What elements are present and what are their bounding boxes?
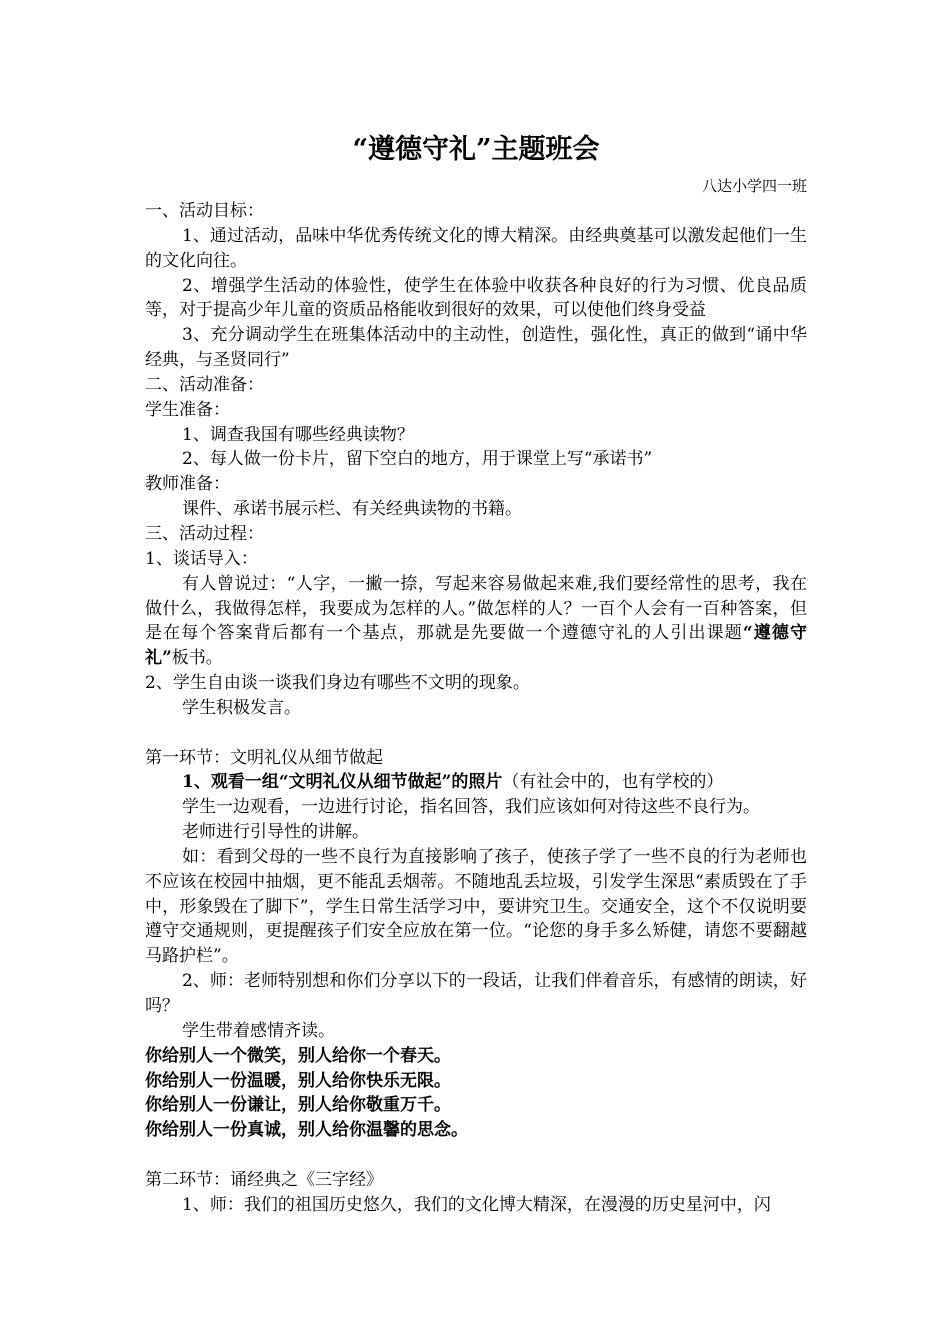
student-prep-label: 学生准备： [145, 399, 230, 420]
section-1-paragraph-3: 如：看到父母的一些不良行为直接影响了孩子，使孩子学了一些不良的行为老师也不应该在校园中抽烟，更不能乱丢烟蒂。不随地乱丢垃圾，引发学生深思“素质毁在了手中，形象毁在了脚下”，学生日常生活学习中，要讲究卫生。交通安全，这个不仅说明要遵守交通规则，更提醒孩子们安全应放在第一位。“论您的身手多么矫健，请您不要翻越马路护栏”。 [145, 846, 807, 967]
section-1-item-1-note: （有社会中的，也有学校的） [502, 772, 724, 793]
section-1-item-2: 2、师：老师特别想和你们分享以下的一段话，让我们伴着音乐，有感情的朗读，好吗？ [145, 971, 807, 1016]
section-2-heading: 第二环节：诵经典之《三字经》 [145, 1169, 383, 1190]
intro-heading: 1、谈话导入： [145, 548, 258, 569]
verse-line-1: 你给别人一个微笑，别人给你一个春天。 [145, 1045, 451, 1066]
goals-heading: 一、活动目标： [145, 201, 264, 221]
teacher-prep-label: 教师准备： [145, 474, 230, 495]
student-prep-item-1: 1、调查我国有哪些经典读物？ [182, 424, 414, 445]
section-1-paragraph-2: 老师进行引导性的讲解。 [182, 822, 369, 843]
lesson-topic: “遵德守礼” [145, 623, 808, 669]
document-title: “遵德守礼”主题班会 [352, 134, 600, 165]
goal-item-2: 2、增强学生活动的体验性，使学生在体验中收获各种良好的行为习惯、优良品质等，对于提高少年儿童的资质品格能收到很好的效果，可以使他们终身受益 [145, 275, 807, 321]
section-1-paragraph-1: 学生一边观看，一边进行讨论，指名回答，我们应该如何对待这些不良行为。 [182, 797, 760, 818]
section-1-heading: 第一环节：文明礼仪从细节做起 [145, 747, 383, 768]
document-body [145, 199, 807, 1218]
discussion-response: 学生积极发言。 [182, 697, 301, 718]
process-heading: 三、活动过程： [145, 523, 264, 544]
verse-line-3: 你给别人一份谦让，别人给你敬重万千。 [145, 1095, 451, 1116]
section-1-item-1 [145, 770, 807, 795]
intro-text: 有人曾说过：“人字，一撇一捺，写起来容易做起来难,我们要经常性的思考，我在做什么，我做得怎样，我要成为怎样的人。”做怎样的人？一百个人会有一百种答案，但是在每个答案背后都有一个基点，那就是先要做一个遵德守礼的人引出课题 [145, 573, 807, 644]
intro-paragraph [145, 572, 807, 671]
school-class-label: 八达小学四一班 [701, 177, 807, 195]
section-1-reading: 学生带着感情齐读。 [182, 1020, 335, 1041]
intro-text-end: 板书。 [171, 648, 223, 669]
student-prep-item-2: 2、每人做一份卡片，留下空白的地方，用于课堂上写“承诺书” [182, 449, 653, 470]
prep-heading: 二、活动准备： [145, 374, 264, 395]
blank-line [145, 721, 807, 746]
discussion-item: 2、学生自由谈一谈我们身边有哪些不文明的现象。 [145, 673, 530, 694]
blank-line [145, 1143, 807, 1168]
teacher-prep-item-1: 课件、承诺书展示栏、有关经典读物的书籍。 [182, 499, 522, 520]
verse-line-2: 你给别人一份温暖，别人给你快乐无限。 [145, 1070, 451, 1091]
goal-item-1: 1、通过活动，品味中华优秀传统文化的博大精深。由经典奠基可以激发起他们一生的文化向往。 [145, 225, 807, 271]
goal-item-3: 3、充分调动学生在班集体活动中的主动性，创造性，强化性，真正的做到“诵中华经典，与圣贤同行” [145, 325, 807, 371]
verse-line-4: 你给别人一份真诚，别人给你温馨的思念。 [145, 1120, 468, 1141]
section-2-item-1: 1、师：我们的祖国历史悠久，我们的文化博大精深，在漫漫的历史星河中，闪 [182, 1194, 771, 1215]
section-1-item-1-bold: 1、观看一组“文明礼仪从细节做起”的照片 [182, 772, 503, 793]
